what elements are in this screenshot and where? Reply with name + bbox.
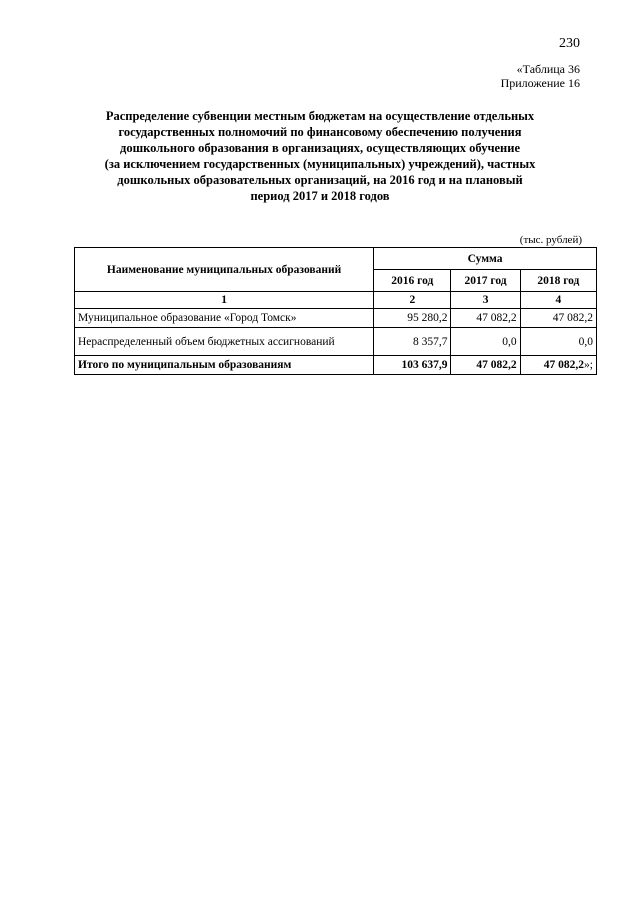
column-number: 3 xyxy=(451,292,520,309)
header-year-2016: 2016 год xyxy=(374,270,451,292)
column-number: 4 xyxy=(520,292,596,309)
value-2016: 8 357,7 xyxy=(374,328,451,356)
header-year-2018: 2018 год xyxy=(520,270,596,292)
unit-label: (тыс. рублей) xyxy=(519,234,582,246)
value-2018: 47 082,2 xyxy=(520,309,596,328)
total-2016: 103 637,9 xyxy=(374,356,451,375)
closing-quote: »; xyxy=(584,359,593,371)
header-year-2017: 2017 год xyxy=(451,270,520,292)
budget-table xyxy=(74,247,597,375)
title-line: период 2017 и 2018 годов xyxy=(250,189,390,203)
value-2017: 47 082,2 xyxy=(451,309,520,328)
municipality-name: Муниципальное образование «Город Томск» xyxy=(75,309,374,328)
column-number-row xyxy=(75,292,597,309)
annex-reference xyxy=(400,62,580,90)
title-line: дошкольных образовательных организаций, на 2016 год и на плановый xyxy=(117,173,523,187)
value-2016: 95 280,2 xyxy=(374,309,451,328)
table-row xyxy=(75,309,597,328)
table-header-row xyxy=(75,248,597,270)
total-2018-cell xyxy=(520,356,596,375)
total-label: Итого по муниципальным образованиям xyxy=(75,356,374,375)
title-line: Распределение субвенции местным бюджетам на осуществление отдельных xyxy=(105,109,535,123)
column-number: 1 xyxy=(75,292,374,309)
value-2017: 0,0 xyxy=(451,328,520,356)
total-row xyxy=(75,356,597,375)
table-reference: «Таблица 36 xyxy=(516,62,580,76)
document-title xyxy=(60,108,580,204)
header-municipality-name: Наименование муниципальных образований xyxy=(75,248,374,292)
total-2017: 47 082,2 xyxy=(451,356,520,375)
title-line: дошкольного образования в организациях, осуществляющих обучение xyxy=(120,141,520,155)
value-2018: 0,0 xyxy=(520,328,596,356)
appendix-reference: Приложение 16 xyxy=(500,76,580,90)
total-2018: 47 082,2 xyxy=(543,359,585,371)
title-line: государственных полномочий по финансовому обеспечению получения xyxy=(118,125,522,139)
page-number: 230 xyxy=(559,36,580,51)
column-number: 2 xyxy=(374,292,451,309)
municipality-name: Нераспределенный объем бюджетных ассигнований xyxy=(75,328,374,356)
title-line: (за исключением государственных (муниципальных) учреждений), частных xyxy=(104,157,536,171)
table-row xyxy=(75,328,597,356)
header-sum: Сумма xyxy=(374,248,597,270)
